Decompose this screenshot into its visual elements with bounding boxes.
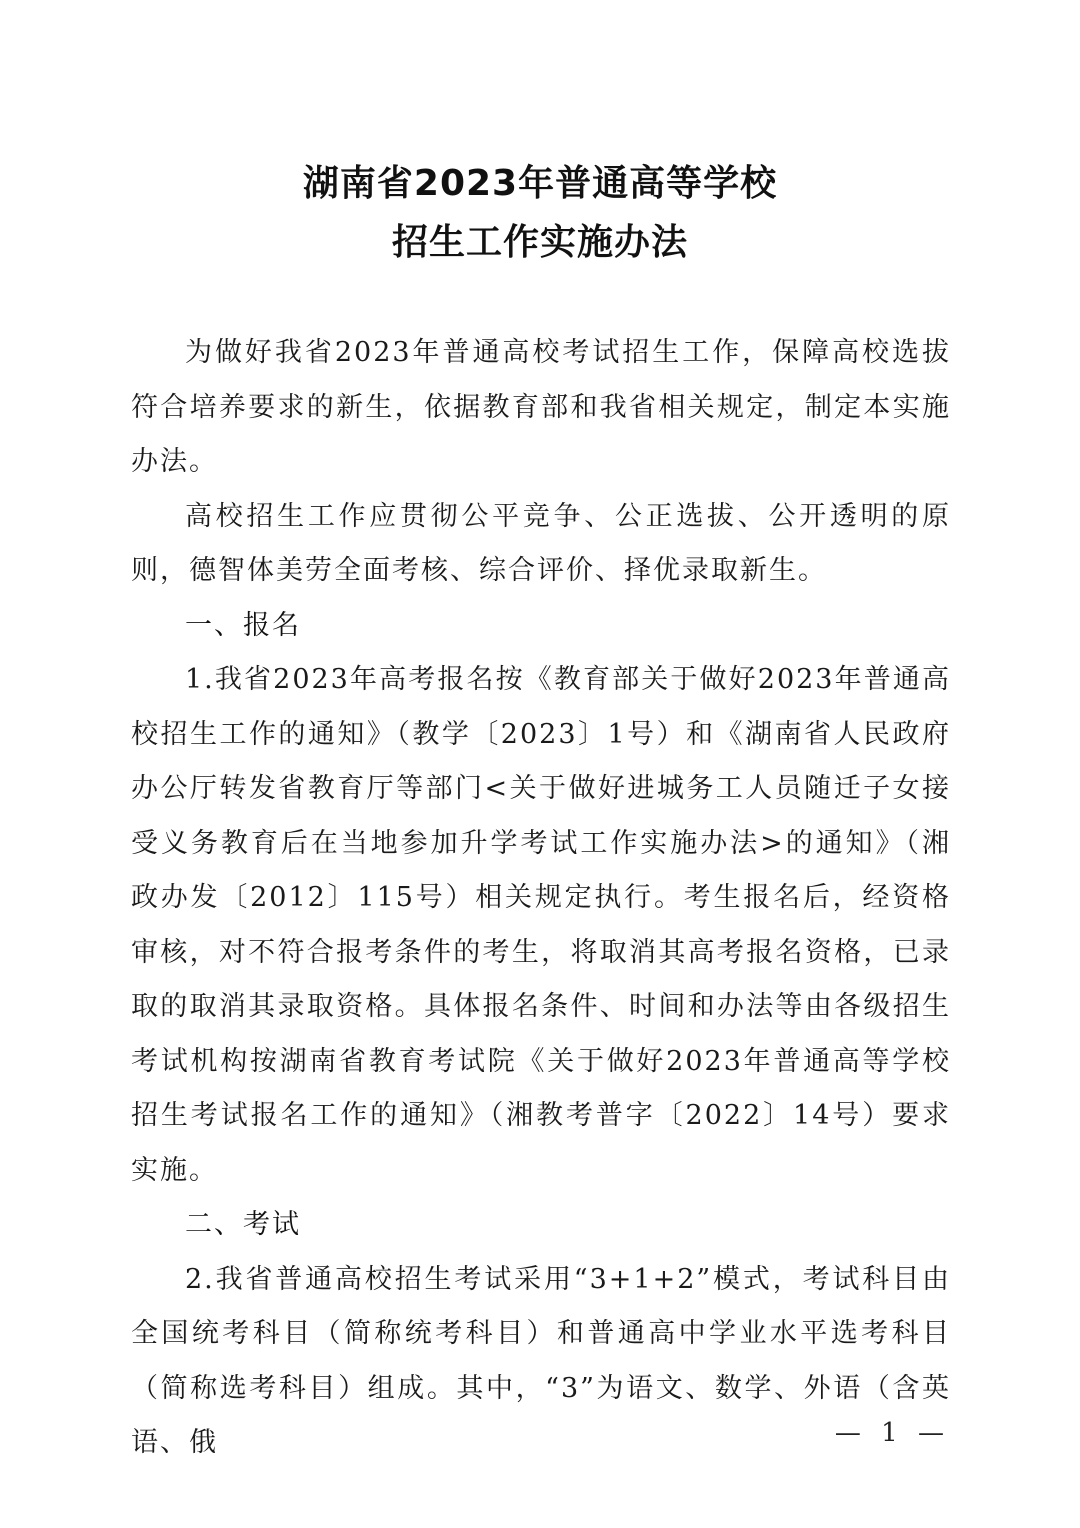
page-number: — 1 — [834,1418,950,1448]
section-heading-examination: 二、考试 [185,1209,301,1240]
document-title-line-2: 招生工作实施办法 [391,222,688,263]
examination-item-2: 2.我省普通高校招生考试采用“3+1+2”模式，考试科目由全国统考科目（简称统考科目）和普通高中学业水平选考科目（简称选考科目）组成。其中，“3”为语文、数学、外语（含英语、俄 [131,1263,951,1458]
registration-item-1: 1.我省2023年高考报名按《教育部关于做好2023年普通高校招生工作的通知》（教学〔2023〕1号）和《湖南省人民政府办公厅转发省教育厅等部门<关于做好进城务工人员随迁子女接受义务教育后在当地参加升学考试工作实施办法>的通知》（湘政办发〔2012〕115号）相关规定执行。考生报名后，经资格审核，对不符合报考条件的考生，将取消其高考报名资格，已录取的取消其录取资格。具体报名条件、时间和办法等由各级招生考试机构按湖南省教育考试院《关于做好2023年普通高等学校招生考试报名工作的通知》（湘教考普字〔2022〕14号）要求实施。 [131,664,951,1186]
intro-paragraph-1: 为做好我省2023年普通高校考试招生工作，保障高校选拔符合培养要求的新生，依据教育部和我省相关规定，制定本实施办法。 [131,337,951,477]
section-heading-registration: 一、报名 [185,609,301,641]
document-title-line-1: 湖南省2023年普通高等学校 [302,163,778,204]
intro-paragraph-2: 高校招生工作应贯彻公平竞争、公正选拔、公开透明的原则，德智体美劳全面考核、综合评价、择优录取新生。 [131,500,951,586]
document-body [131,326,951,1471]
